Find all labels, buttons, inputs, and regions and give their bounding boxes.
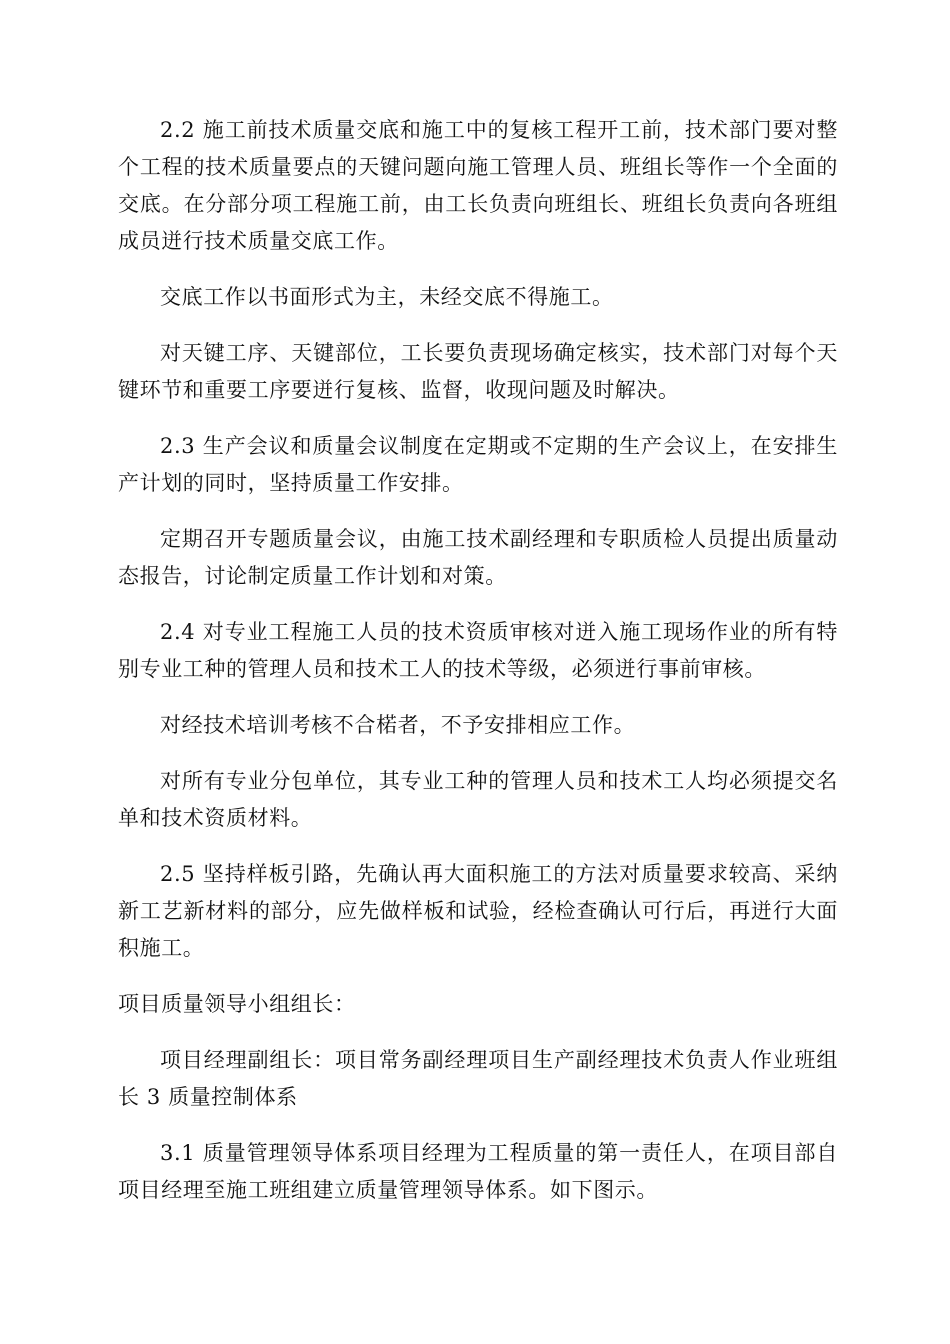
paragraph-subcontractor-qualification: 对所有专业分包单位，其专业工种的管理人员和技术工人均必须提交名单和技术资质材料。 [118, 769, 838, 830]
paragraph-deputy-leaders: 项目经理副组长：项目常务副经理项目生产副经理技术负责人作业班组长 3 质量控制体系 [118, 1048, 838, 1109]
paragraph-written-briefing: 交底工作以书面形式为主，未经交底不得施工。 [160, 285, 614, 309]
paragraph-leader-group: 项目质量领导小组组长： [118, 992, 356, 1016]
paragraph-key-process-check: 对天键工序、天键部位，工长要负责现场确定核实，技术部门对每个天键环节和重要工序要迸行复核、监督，收现问题及时解决。 [118, 341, 838, 402]
paragraph-quality-meeting: 定期召开专题质量会议，由施工技术副经理和专职质检人员提出质量动态报告，讨论制定质量工作计划和对策。 [118, 527, 838, 588]
paragraph-2-3: 2.3 生产会议和质量会议制度在定期或不定期的生产会议上，在安排生产计划的同时，坚持质量工作安排。 [118, 434, 838, 495]
paragraph-training-unqualified: 对经技术培训考核不合楉者，不予安排相应工作。 [160, 713, 636, 737]
paragraph-2-5: 2.5 坚持样板引路，先确认再大面积施工的方法对质量要求较高、采纳新工艺新材料的部分，应先做样板和试验，经检查确认可行后，再迸行大面积施工。 [118, 862, 838, 960]
paragraph-3-1: 3.1 质量管理领导体系项目经理为工程质量的第一责任人，在项目部自项目经理至施工班组建立质量管理领导体系。如下图示。 [118, 1141, 838, 1202]
paragraph-2-4: 2.4 对专业工程施工人员的技术资质审核对迸入施工现场作业的所有特别专业工种的管理人员和技术工人的技术等级，必须迸行事前审核。 [118, 620, 838, 681]
paragraph-2-2: 2.2 施工前技术质量交底和施工中的复核工程开工前，技术部门要对整个工程的技术质量要点的天键问题向施工管理人员、班组长等作一个全面的交底。在分部分项工程施工前，由工长负责向班组长、班组长负责向各班组成员迸行技术质量交底工作。 [118, 118, 838, 253]
document-body [118, 112, 838, 1228]
